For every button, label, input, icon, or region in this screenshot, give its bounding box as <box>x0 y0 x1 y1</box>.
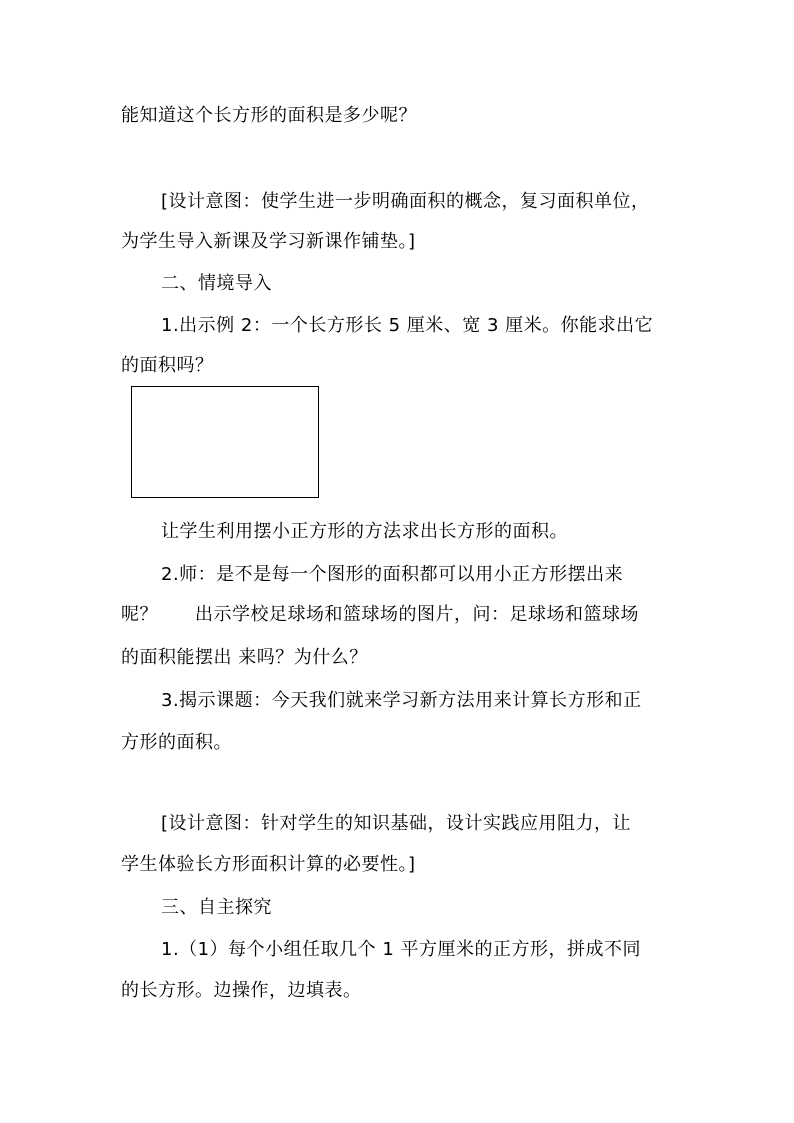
design-intent-line: 学生体验长方形面积计算的必要性。] <box>121 854 416 875</box>
paragraph-line: 3.揭示课题：今天我们就来学习新方法用来计算长方形和正 <box>161 690 642 711</box>
design-intent-line: [设计意图：使学生进一步明确面积的概念，复习面积单位， <box>161 191 650 212</box>
section-heading: 三、自主探究 <box>161 897 272 918</box>
design-intent-line: 为学生导入新课及学习新课作铺垫。] <box>121 231 416 252</box>
rectangle-figure <box>131 386 319 498</box>
paragraph-line: 的长方形。边操作，边填表。 <box>121 980 362 1001</box>
paragraph-line: 1.出示例 2：一个长方形长 5 厘米、宽 3 厘米。你能求出它 <box>161 315 654 336</box>
paragraph-line: 呢？ 出示学校足球场和篮球场的图片，问：足球场和篮球场 <box>121 604 639 625</box>
paragraph-line: 2.师：是不是每一个图形的面积都可以用小正方形摆出来 <box>161 564 624 585</box>
section-heading: 二、情境导入 <box>161 273 272 294</box>
paragraph-line: 的面积能摆出 来吗？为什么？ <box>121 647 368 668</box>
paragraph-line: 的面积吗？ <box>121 355 214 376</box>
paragraph-line: 1.（1）每个小组任取几个 1 平方厘米的正方形，拼成不同 <box>161 939 642 960</box>
paragraph-line: 能知道这个长方形的面积是多少呢？ <box>121 105 417 126</box>
paragraph-line: 方形的面积。 <box>121 732 232 753</box>
design-intent-line: [设计意图：针对学生的知识基础，设计实践应用阻力，让 <box>161 813 632 834</box>
paragraph-line: 让学生利用摆小正方形的方法求出长方形的面积。 <box>161 521 568 542</box>
